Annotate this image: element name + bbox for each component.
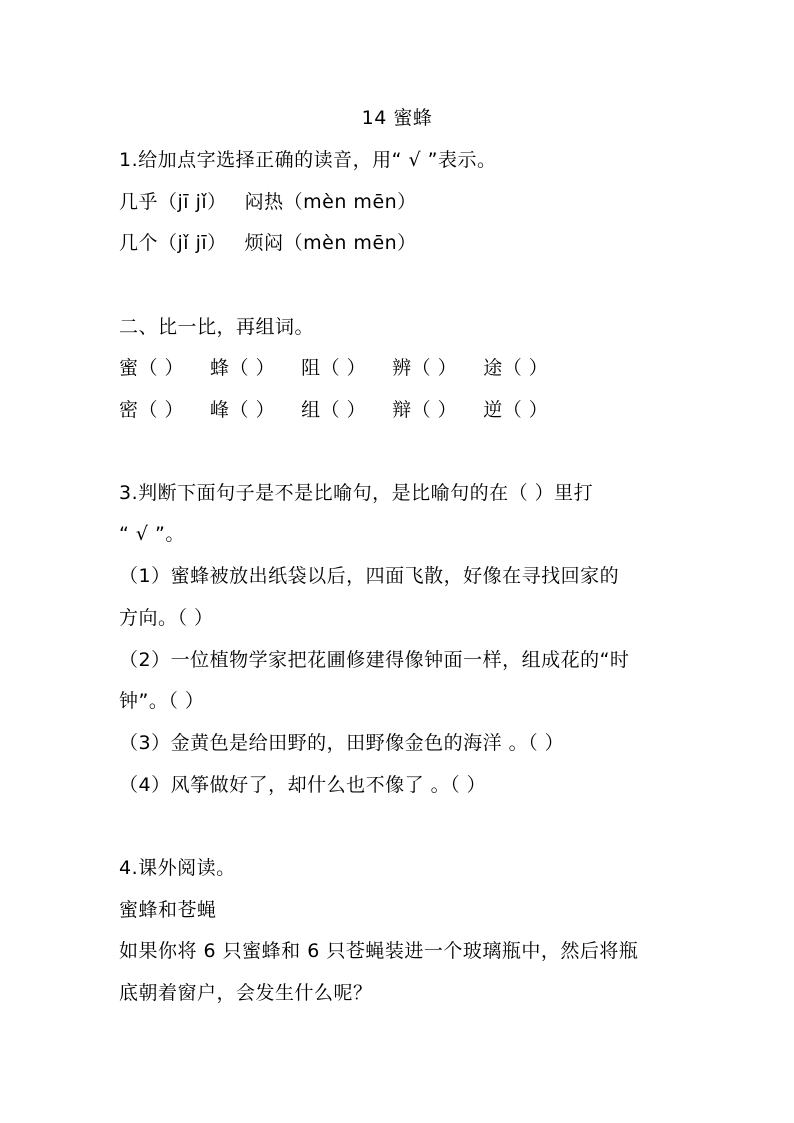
question-3-item-2-line-2: 钟”。（ ）: [119, 690, 205, 712]
question-1-heading: 1.给加点字选择正确的读音，用“ √ ”表示。: [119, 149, 497, 171]
pinyin-choice-jihu: 几乎（jī jǐ）: [119, 191, 227, 213]
question-3-item-1-line-2: 方向。（ ）: [119, 607, 214, 629]
question-3-heading-line-2: “ √ ”。: [119, 523, 185, 545]
word-group-item: 蜂（ ）: [210, 357, 276, 379]
question-3-heading-line-1: 3.判断下面句子是不是比喻句，是比喻句的在（ ）里打: [119, 482, 594, 504]
lesson-title: 14 蜜蜂: [361, 107, 433, 129]
pinyin-choice-menre: 闷热（mèn mēn）: [244, 191, 417, 213]
word-group-item: 峰（ ）: [210, 399, 276, 421]
word-group-item: 阻（ ）: [301, 357, 367, 379]
question-1-row-2: [119, 231, 417, 255]
question-4-heading: 4.课外阅读。: [119, 857, 236, 879]
passage-line-1: 如果你将 6 只蜜蜂和 6 只苍蝇装进一个玻璃瓶中，然后将瓶: [119, 940, 639, 962]
passage-title: 蜜蜂和苍蝇: [119, 899, 217, 921]
word-group-item: 蜜（ ）: [119, 357, 185, 379]
question-2-row-1: [119, 356, 548, 380]
pinyin-choice-jige: 几个（jǐ jī）: [119, 232, 227, 254]
word-group-item: 逆（ ）: [483, 399, 549, 421]
word-group-item: 组（ ）: [301, 399, 367, 421]
question-3-item-3: （3）金黄色是给田野的，田野像金色的海洋 。（ ）: [119, 732, 565, 754]
question-3-item-2-line-1: （2）一位植物学家把花圃修建得像钟面一样，组成花的“时: [119, 649, 630, 671]
question-2-heading: 二、比一比，再组词。: [119, 316, 315, 338]
question-2-row-2: [119, 398, 548, 422]
word-group-item: 途（ ）: [483, 357, 549, 379]
word-group-item: 密（ ）: [119, 399, 185, 421]
word-group-item: 辩（ ）: [392, 399, 458, 421]
word-group-item: 辨（ ）: [392, 357, 458, 379]
passage-line-2: 底朝着窗户，会发生什么呢？: [119, 982, 373, 1004]
pinyin-choice-fanmen: 烦闷（mèn mēn）: [244, 232, 417, 254]
question-3-item-1-line-1: （1）蜜蜂被放出纸袋以后，四面飞散，好像在寻找回家的: [119, 565, 620, 587]
question-1-row-1: [119, 190, 417, 214]
question-3-item-4: （4）风筝做好了，却什么也不像了 。（ ）: [119, 774, 487, 796]
